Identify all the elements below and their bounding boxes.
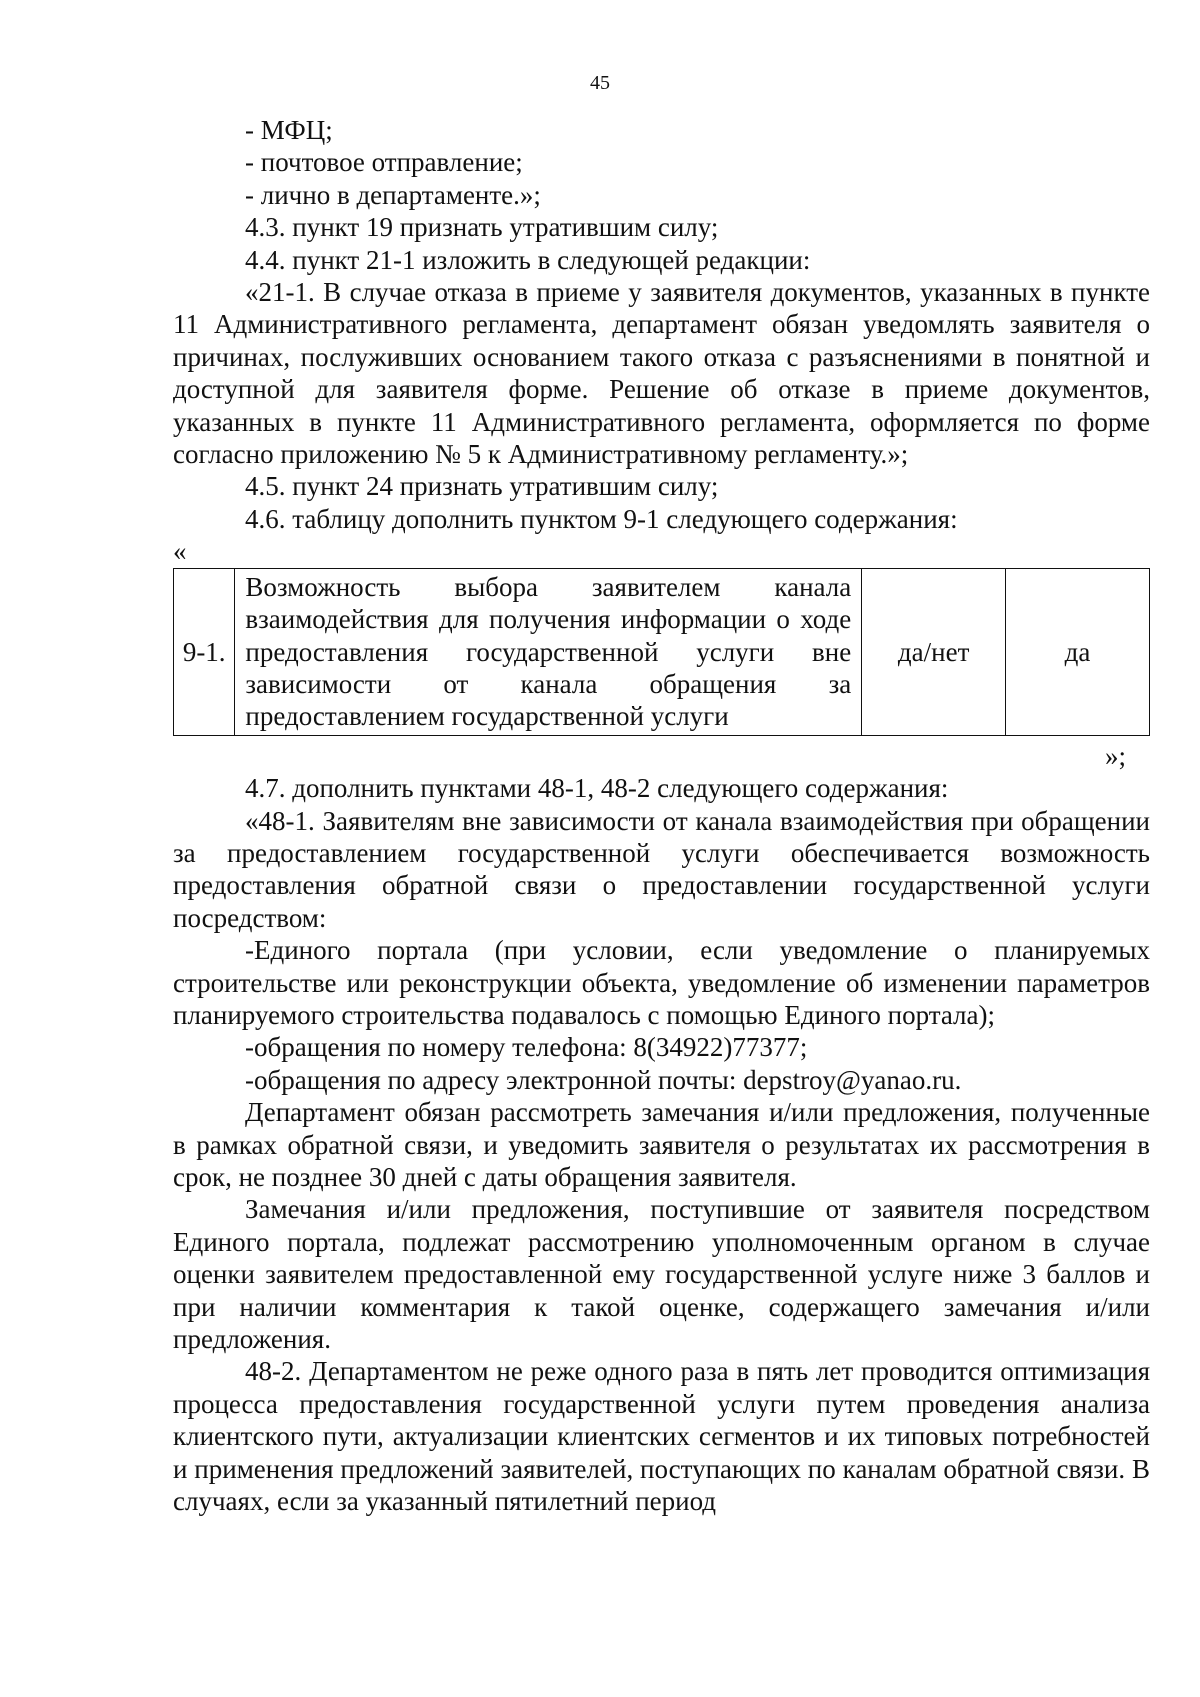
paragraph-21-1: «21-1. В случае отказа в приеме у заявителя документов, указанных в пункте 11 Административного регламента, департамент обязан уведомлять заявителя о причинах, послуживших основанием такого отказа с разъяснениями в понятной и доступной для заявителя форме. Решение об отказе в приеме документов, указанных в пункте 11 Административного регламента, оформляется по форме согласно приложению № 5 к Административному регламенту.»; — [173, 277, 1150, 470]
table-cell-number: 9-1. — [174, 568, 235, 735]
document-body — [173, 114, 1150, 1517]
list-item-post: - почтовое отправление; — [245, 147, 523, 178]
table-row — [174, 568, 1150, 735]
paragraph-48-1: «48-1. Заявителям вне зависимости от канала взаимодействия при обращении за предоставлением государственной услуги обеспечивается возможность предоставления обратной связи о предоставлении государственной услуги посредством: — [173, 805, 1150, 933]
page-number: 45 — [590, 72, 610, 94]
table-cell-options: да/нет — [862, 568, 1006, 735]
table-quote-close: »; — [1104, 740, 1126, 771]
table-cell-description: Возможность выбора заявителем канала взаимодействия для получения информации о ходе предоставления государственной услуги вне зависимости от канала обращения за предоставлением государственной услуги — [235, 568, 862, 735]
item-4-4: 4.4. пункт 21-1 изложить в следующей редакции: — [245, 244, 811, 275]
table-cell-value: да — [1006, 568, 1150, 735]
item-4-6: 4.6. таблицу дополнить пунктом 9-1 следующего содержания: — [245, 503, 958, 534]
item-4-7: 4.7. дополнить пунктами 48-1, 48-2 следующего содержания: — [245, 773, 949, 804]
paragraph-department-obligation: Департамент обязан рассмотреть замечания и/или предложения, полученные в рамках обратной связи, и уведомить заявителя о результатах их рассмотрения в срок, не позднее 30 дней с даты обращения заявителя. — [173, 1097, 1150, 1192]
bullet-phone: -обращения по номеру телефона: 8(34922)77377; — [245, 1032, 808, 1063]
table-quote-open: « — [173, 536, 187, 567]
paragraph-remarks: Замечания и/или предложения, поступившие от заявителя посредством Единого портала, подлежат рассмотрению уполномоченным органом в случае оценки заявителем предоставленной ему государственной услуге ниже 3 баллов и при наличии комментария к такой оценке, содержащего замечания и/или предложения. — [173, 1194, 1150, 1355]
list-item-mfc: - МФЦ; — [245, 115, 333, 145]
bullet-email: -обращения по адресу электронной почты: depstroy@yanao.ru. — [245, 1064, 962, 1095]
paragraph-48-2: 48-2. Департаментом не реже одного раза в пять лет проводится оптимизация процесса предоставления государственной услуги путем проведения анализа клиентского пути, актуализации клиентских сегментов и их типовых потребностей и применения предложений заявителей, поступающих по каналам обратной связи. В случаях, если за указанный пятилетний период — [173, 1356, 1150, 1517]
list-item-in-person: - лично в департаменте.»; — [245, 179, 541, 210]
bullet-unified-portal: -Единого портала (при условии, если уведомление о планируемых строительстве или реконструкции объекта, уведомление об изменении параметров планируемого строительства подавалось с помощью Единого портала); — [173, 935, 1150, 1030]
item-4-5: 4.5. пункт 24 признать утратившим силу; — [245, 471, 719, 502]
item-4-3: 4.3. пункт 19 признать утратившим силу; — [245, 212, 719, 243]
amendment-table — [173, 568, 1150, 736]
